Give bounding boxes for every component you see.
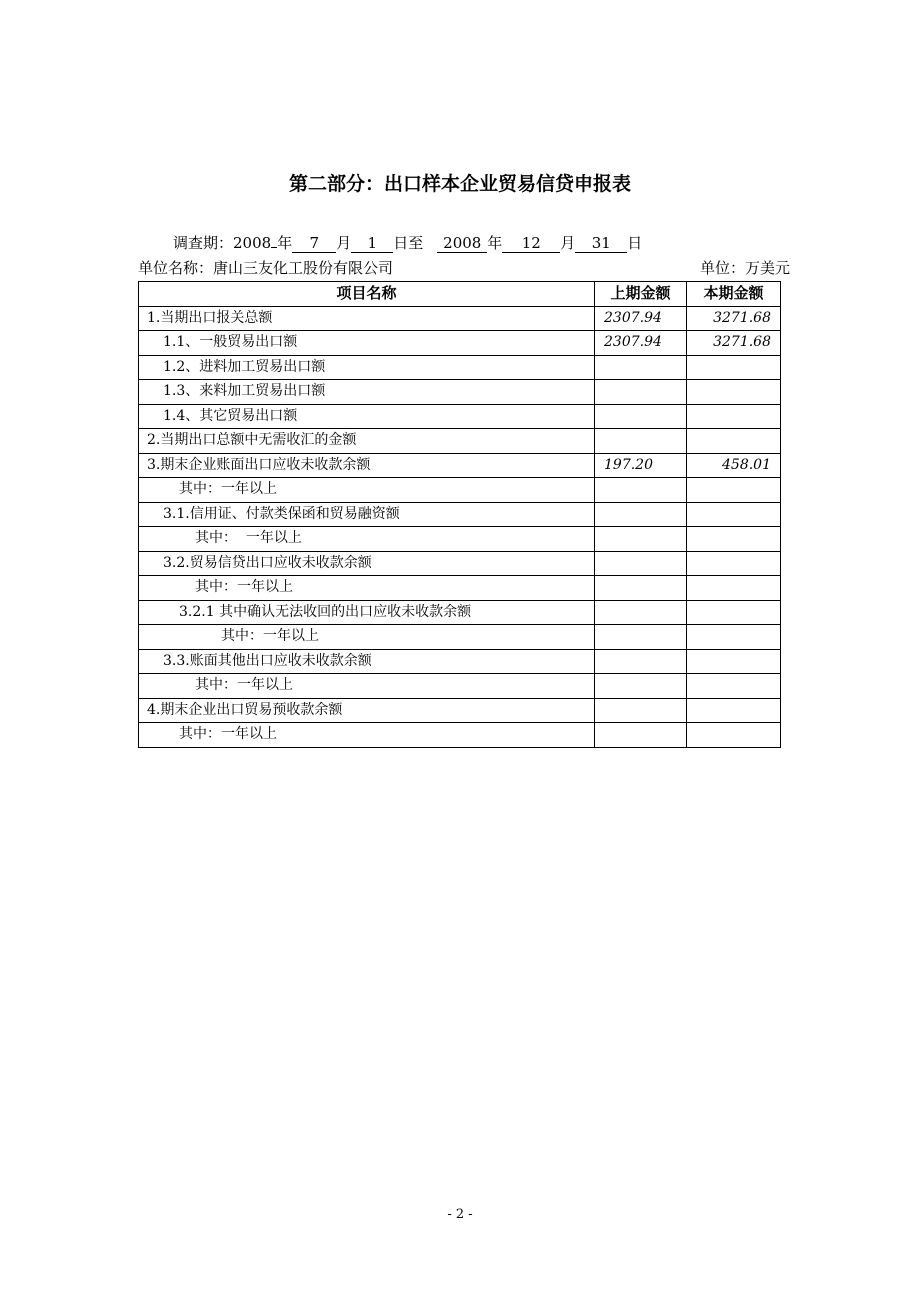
start-month: 7 — [292, 234, 336, 253]
table-row — [139, 723, 781, 748]
page-number: - 2 - — [447, 1207, 473, 1222]
row-curr-amount — [687, 527, 781, 552]
table-row — [139, 478, 781, 503]
row-prev-amount — [595, 625, 687, 650]
row-name: 3.2.1 其中确认无法收回的出口应收未收款余额 — [139, 600, 595, 625]
trade-credit-table — [138, 281, 781, 748]
row-curr-amount: 3271.68 — [687, 331, 781, 356]
end-month: 12 — [502, 234, 560, 253]
row-prev-amount — [595, 576, 687, 601]
table-row — [139, 306, 781, 331]
row-name: 其中：一年以上 — [139, 723, 595, 748]
row-curr-amount — [687, 625, 781, 650]
row-name: 其中：一年以上 — [139, 674, 595, 699]
row-prev-amount — [595, 527, 687, 552]
row-prev-amount — [595, 698, 687, 723]
table-row — [139, 649, 781, 674]
row-prev-amount — [595, 502, 687, 527]
row-prev-amount — [595, 429, 687, 454]
row-curr-amount — [687, 551, 781, 576]
end-day-char: 日 — [627, 234, 643, 252]
row-name: 3.3.账面其他出口应收未收款余额 — [139, 649, 595, 674]
row-name: 3.2.贸易信贷出口应收未收款余额 — [139, 551, 595, 576]
table-row — [139, 698, 781, 723]
table-row — [139, 429, 781, 454]
table-row — [139, 625, 781, 650]
document-title: 第二部分：出口样本企业贸易信贷申报表 — [288, 173, 631, 195]
row-prev-amount — [595, 723, 687, 748]
row-prev-amount — [595, 551, 687, 576]
survey-period-line — [173, 232, 642, 254]
row-curr-amount — [687, 380, 781, 405]
table-header-row — [139, 282, 781, 307]
row-curr-amount — [687, 355, 781, 380]
header-item-name: 项目名称 — [139, 282, 595, 307]
table-row — [139, 331, 781, 356]
table-row — [139, 404, 781, 429]
row-name: 2.当期出口总额中无需收汇的金额 — [139, 429, 595, 454]
row-prev-amount — [595, 478, 687, 503]
row-prev-amount: 197.20 — [595, 453, 687, 478]
currency-unit: 单位：万美元 — [699, 259, 790, 277]
start-year-char: 年 — [277, 234, 293, 252]
row-name: 其中：一年以上 — [139, 576, 595, 601]
table-row — [139, 355, 781, 380]
end-year-char: 年 — [487, 234, 503, 252]
row-curr-amount: 458.01 — [687, 453, 781, 478]
row-curr-amount — [687, 502, 781, 527]
company-name: 单位名称：唐山三友化工股份有限公司 — [138, 259, 394, 277]
period-label: 调查期： — [173, 234, 234, 252]
row-name: 1.1、一般贸易出口额 — [139, 331, 595, 356]
row-curr-amount — [687, 600, 781, 625]
row-curr-amount — [687, 576, 781, 601]
row-curr-amount: 3271.68 — [687, 306, 781, 331]
row-prev-amount — [595, 355, 687, 380]
table-row — [139, 502, 781, 527]
row-curr-amount — [687, 429, 781, 454]
row-curr-amount — [687, 674, 781, 699]
day-to: 日至 — [393, 234, 424, 252]
row-name: 1.3、来料加工贸易出口额 — [139, 380, 595, 405]
row-prev-amount — [595, 404, 687, 429]
row-curr-amount — [687, 698, 781, 723]
table-row — [139, 551, 781, 576]
row-prev-amount: 2307.94 — [595, 306, 687, 331]
row-name: 1.当期出口报关总额 — [139, 306, 595, 331]
row-curr-amount — [687, 649, 781, 674]
header-prev-amount: 上期金额 — [595, 282, 687, 307]
start-month-char: 月 — [336, 234, 352, 252]
table-row — [139, 453, 781, 478]
end-month-char: 月 — [560, 234, 576, 252]
table-row — [139, 576, 781, 601]
row-name: 其中： 一年以上 — [139, 527, 595, 552]
start-year: 2008 — [233, 234, 272, 252]
row-prev-amount: 2307.94 — [595, 331, 687, 356]
row-name: 其中：一年以上 — [139, 625, 595, 650]
row-prev-amount — [595, 600, 687, 625]
start-day: 1 — [351, 234, 393, 253]
row-curr-amount — [687, 404, 781, 429]
company-unit-row — [138, 257, 790, 279]
row-prev-amount — [595, 380, 687, 405]
table-row — [139, 600, 781, 625]
row-curr-amount — [687, 478, 781, 503]
row-name: 4.期末企业出口贸易预收款余额 — [139, 698, 595, 723]
row-name: 1.2、进料加工贸易出口额 — [139, 355, 595, 380]
row-curr-amount — [687, 723, 781, 748]
table-row — [139, 527, 781, 552]
table-row — [139, 380, 781, 405]
row-name: 其中：一年以上 — [139, 478, 595, 503]
end-year: 2008 — [437, 234, 487, 253]
table-row — [139, 674, 781, 699]
row-name: 3.1.信用证、付款类保函和贸易融资额 — [139, 502, 595, 527]
end-day: 31 — [575, 234, 627, 253]
row-name: 3.期末企业账面出口应收未收款余额 — [139, 453, 595, 478]
row-prev-amount — [595, 649, 687, 674]
header-curr-amount: 本期金额 — [687, 282, 781, 307]
row-prev-amount — [595, 674, 687, 699]
row-name: 1.4、其它贸易出口额 — [139, 404, 595, 429]
